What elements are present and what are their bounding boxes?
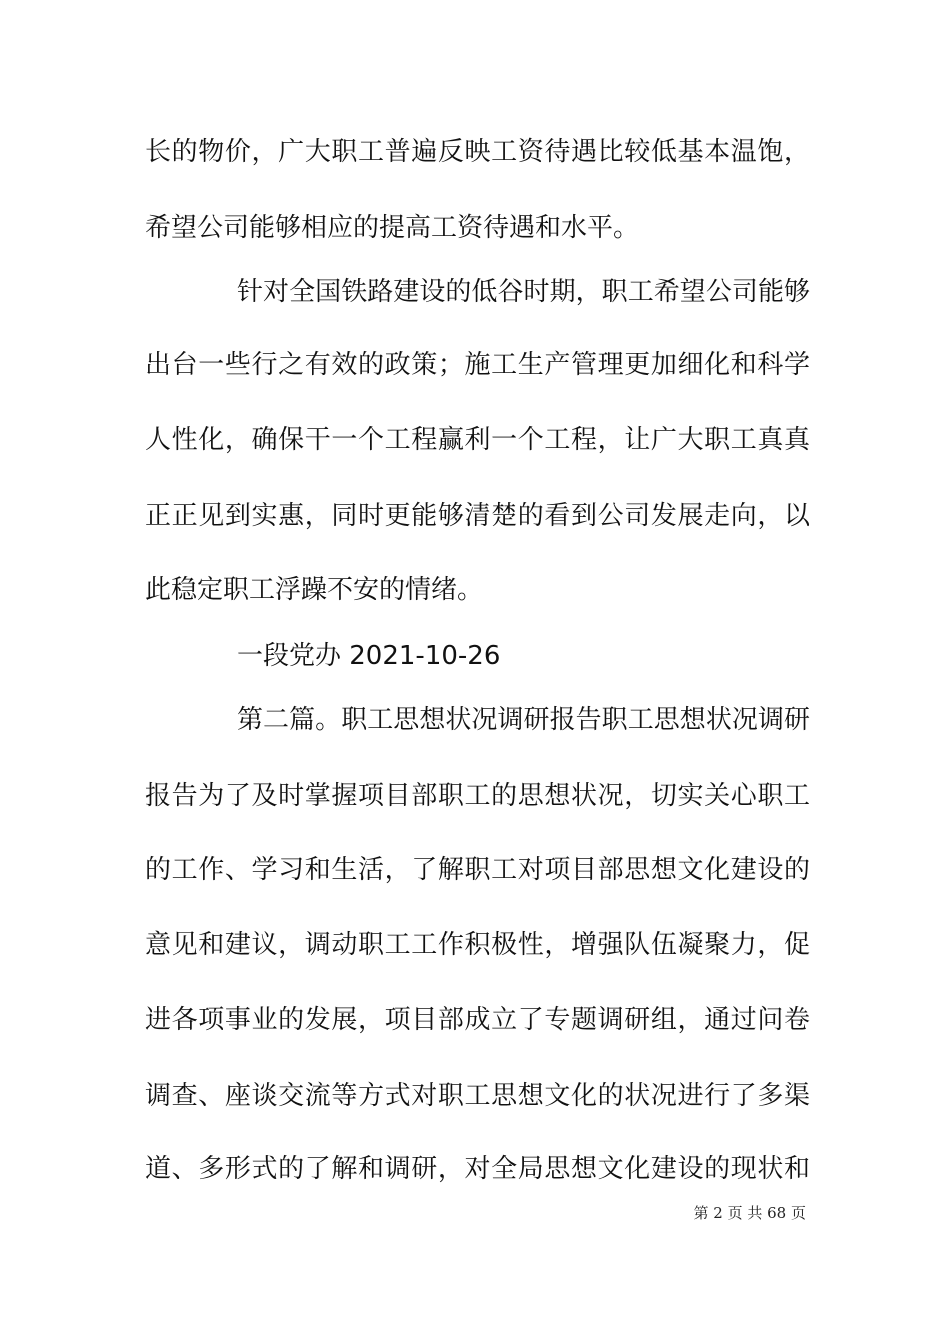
text-line: 此稳定职工浮躁不安的情绪。	[145, 575, 484, 605]
text-line: 报告为了及时掌握项目部职工的思想状况，切实关心职工	[145, 781, 810, 811]
text-line: 进各项事业的发展，项目部成立了专题调研组，通过问卷	[145, 1005, 810, 1035]
text-line: 希望公司能够相应的提高工资待遇和水平。	[145, 213, 640, 243]
text-line: 针对全国铁路建设的低谷时期，职工希望公司能够	[237, 277, 810, 307]
text-line: 长的物价，广大职工普遍反映工资待遇比较低基本温饱，	[145, 137, 810, 167]
text-line: 道、多形式的了解和调研，对全局思想文化建设的现状和	[145, 1154, 810, 1184]
text-line: 出台一些行之有效的政策；施工生产管理更加细化和科学	[145, 350, 810, 380]
section-heading-line: 第二篇。职工思想状况调研报告职工思想状况调研	[237, 705, 810, 735]
text-line: 调查、座谈交流等方式对职工思想文化的状况进行了多渠	[145, 1081, 810, 1111]
text-line: 正正见到实惠，同时更能够清楚的看到公司发展走向，以	[145, 501, 810, 531]
text-line: 的工作、学习和生活，了解职工对项目部思想文化建设的	[145, 855, 810, 885]
text-line: 意见和建议，调动职工工作积极性，增强队伍凝聚力，促	[145, 930, 810, 960]
signature-date-line: 一段党办 2021-10-26	[237, 641, 501, 671]
text-line: 人性化，确保干一个工程赢利一个工程，让广大职工真真	[145, 425, 810, 455]
page-number-footer: 第 2 页 共 68 页	[693, 1204, 806, 1222]
